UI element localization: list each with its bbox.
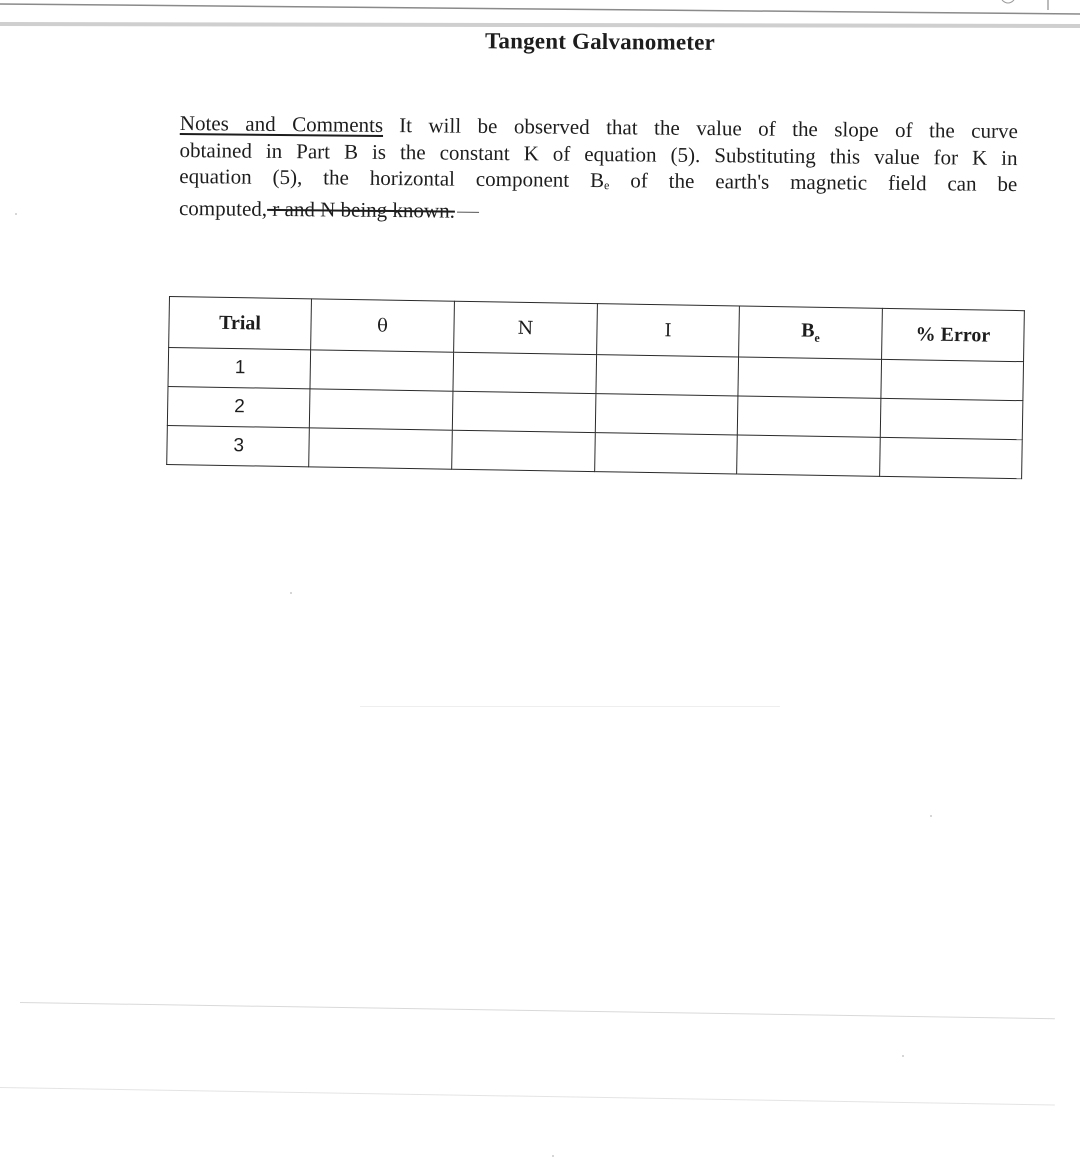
notes-line-3-prefix: equation (5), the horizontal component B	[179, 163, 605, 193]
notes-line-4-prefix: computed,	[178, 195, 268, 221]
scan-artifact-dot	[930, 815, 932, 817]
header-be-sub: e	[814, 330, 820, 345]
header-n: N	[454, 301, 598, 354]
header-be	[739, 306, 883, 359]
data-table	[166, 296, 1025, 479]
strike-tail	[457, 212, 479, 213]
notes-line-3-suffix: of the earth's magnetic field can be	[609, 168, 1018, 197]
scan-artifact-line	[20, 1002, 1055, 1019]
notes-line-2: obtained in Part B is the constant K of equation (5). Substituting this value for K in	[179, 137, 1018, 170]
scan-artifact-dot	[15, 213, 17, 215]
i-cell[interactable]	[595, 394, 738, 435]
be-cell[interactable]	[738, 357, 882, 398]
theta-cell[interactable]	[309, 428, 453, 469]
data-table-wrapper	[166, 296, 1024, 479]
n-cell[interactable]	[452, 391, 596, 432]
notes-paragraph	[179, 110, 1018, 229]
error-cell[interactable]	[880, 398, 1023, 439]
scan-artifact-dot	[902, 1055, 904, 1057]
be-cell[interactable]	[737, 396, 881, 437]
notes-line-1-text: It will be observed that the value of the slope of the curve	[399, 113, 1018, 144]
trial-cell: 2	[167, 386, 310, 427]
error-cell[interactable]	[880, 437, 1023, 478]
scan-artifact-line	[360, 706, 780, 707]
header-be-main: B	[800, 319, 815, 342]
scan-artifact-line	[0, 1087, 1055, 1105]
notes-be-subscript: e	[603, 178, 610, 193]
i-cell[interactable]	[595, 433, 738, 474]
be-cell[interactable]	[737, 435, 881, 476]
error-cell[interactable]	[881, 359, 1024, 400]
theta-cell[interactable]	[309, 389, 453, 430]
i-cell[interactable]	[596, 355, 739, 396]
header-error: % Error	[882, 308, 1025, 361]
n-cell[interactable]	[452, 430, 596, 471]
header-trial: Trial	[169, 297, 312, 350]
notes-heading: Notes and Comments	[179, 110, 384, 137]
page-title: Tangent Galvanometer	[484, 28, 716, 55]
notes-struck-text: r and N being known.	[267, 196, 456, 223]
trial-cell: 3	[167, 425, 310, 466]
scan-artifact-dot	[290, 592, 292, 594]
theta-cell[interactable]	[310, 350, 454, 391]
n-cell[interactable]	[453, 352, 597, 393]
scan-artifact-dot	[552, 1155, 554, 1157]
header-theta: θ	[311, 299, 455, 352]
header-i: I	[597, 304, 740, 357]
trial-cell: 1	[168, 348, 311, 389]
